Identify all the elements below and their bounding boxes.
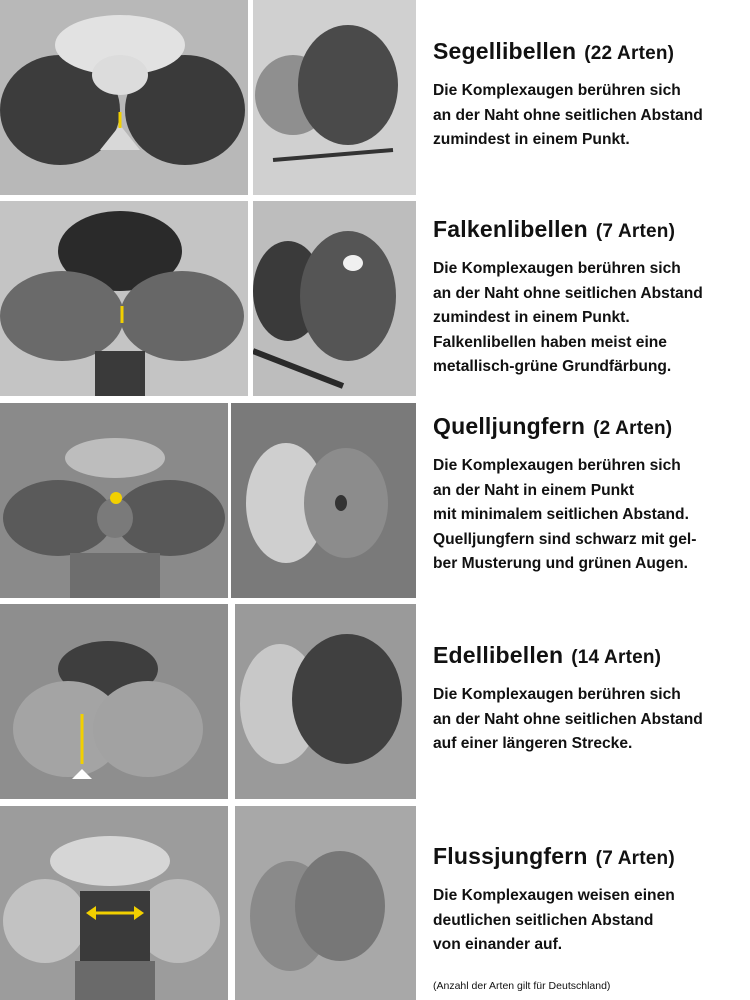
description-line: ber Musterung und grünen Augen.	[433, 555, 688, 572]
dragonfly-head-front-image	[0, 0, 248, 195]
photo-front-falkenlibellen	[0, 201, 248, 396]
family-name: Flussjungfern	[433, 843, 588, 869]
family-title	[433, 642, 745, 669]
photo-side-flussjungfern	[235, 806, 416, 1000]
description-line: metallisch-grüne Grundfärbung.	[433, 358, 672, 375]
description-line: Falkenlibellen haben meist eine	[433, 333, 667, 351]
family-name: Segellibellen	[433, 38, 577, 64]
family-description	[433, 257, 745, 380]
species-count: (22 Arten)	[584, 43, 675, 64]
family-description	[433, 79, 745, 153]
species-count: (7 Arten)	[595, 848, 675, 869]
description-line: an der Naht in einem Punkt	[433, 481, 635, 499]
family-description	[433, 884, 745, 958]
description-line: von einander auf.	[433, 936, 563, 953]
description-line: Die Komplexaugen berühren sich	[433, 686, 681, 703]
photo-front-segellibellen	[0, 0, 248, 195]
photo-side-falkenlibellen	[253, 201, 416, 396]
photo-front-flussjungfern	[0, 806, 228, 1000]
description-line: Die Komplexaugen berühren sich	[433, 260, 681, 277]
footnote: (Anzahl der Arten gilt für Deutschland)	[433, 980, 611, 992]
family-name: Edellibellen	[433, 642, 564, 668]
family-name: Falkenlibellen	[433, 216, 588, 242]
species-count: (7 Arten)	[595, 221, 676, 242]
description-line: an der Naht ohne seitlichen Abstand	[433, 284, 703, 302]
description-line: mit minimalem seitlichen Abstand.	[433, 506, 689, 523]
photo-front-edellibellen	[0, 604, 228, 799]
dragonfly-head-front-image	[0, 403, 228, 598]
family-description	[433, 454, 745, 577]
family-text-falkenlibellen	[433, 216, 745, 380]
family-title	[433, 843, 745, 870]
family-title	[433, 413, 745, 440]
description-line: zumindest in einem Punkt.	[433, 131, 630, 148]
photo-side-quelljungfern	[231, 403, 416, 598]
species-count: (14 Arten)	[571, 647, 662, 668]
family-name: Quelljungfern	[433, 413, 586, 439]
species-count: (2 Arten)	[593, 418, 673, 439]
description-line: auf einer längeren Strecke.	[433, 735, 633, 752]
family-text-quelljungfern	[433, 413, 745, 577]
family-text-segellibellen	[433, 38, 745, 153]
dragonfly-head-side-image	[231, 403, 416, 598]
photo-side-edellibellen	[235, 604, 416, 799]
dragonfly-head-side-image	[235, 604, 416, 799]
family-text-flussjungfern	[433, 843, 745, 958]
description-line: zumindest in einem Punkt.	[433, 309, 630, 326]
family-text-edellibellen	[433, 642, 745, 757]
photo-side-segellibellen	[253, 0, 416, 195]
description-line: Quelljungfern sind schwarz mit gel-	[433, 530, 697, 548]
description-line: deutlichen seitlichen Abstand	[433, 911, 654, 929]
description-line: Die Komplexaugen berühren sich	[433, 457, 681, 474]
dragonfly-head-front-image	[0, 604, 228, 799]
dragonfly-head-side-image	[253, 0, 416, 195]
family-title	[433, 38, 745, 65]
family-title	[433, 216, 745, 243]
dragonfly-head-side-image	[235, 806, 416, 1000]
description-line: an der Naht ohne seitlichen Abstand	[433, 106, 703, 124]
photo-front-quelljungfern	[0, 403, 228, 598]
description-line: Die Komplexaugen weisen einen	[433, 887, 675, 904]
description-line: Die Komplexaugen berühren sich	[433, 82, 681, 99]
dragonfly-head-side-image	[253, 201, 416, 396]
dragonfly-head-front-image	[0, 806, 228, 1000]
description-line: an der Naht ohne seitlichen Abstand	[433, 710, 703, 728]
dragonfly-head-front-image	[0, 201, 248, 396]
family-description	[433, 683, 745, 757]
